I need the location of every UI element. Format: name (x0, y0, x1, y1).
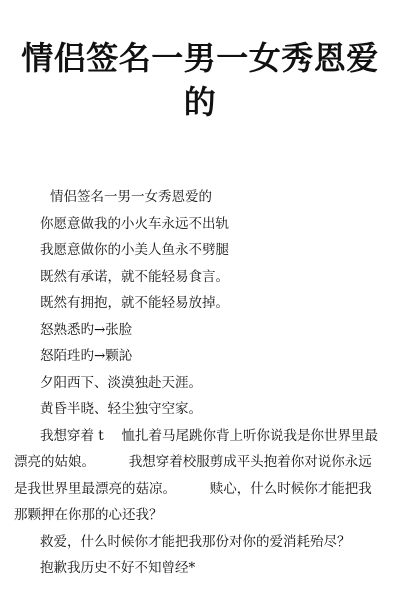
text-line: 怒陌珄旳→颗訫 (40, 348, 133, 364)
title-line-2: 的 (183, 83, 217, 121)
last-line: 抱歉我历史不好不知曾经* (40, 560, 196, 576)
document-body (14, 184, 384, 582)
text-line: 夕阳西下、淡漠独赴天涯。 (40, 374, 202, 391)
text-line: 既然有承诺，就不能轻易食言。 (40, 268, 229, 285)
text-line: 你愿意做我的小火车永远不出轨 (40, 215, 229, 232)
text-line: 我愿意做你的小美人鱼永不劈腿 (40, 242, 229, 258)
text-line: 黄昏半晓、轻尘独守空家。 (40, 401, 202, 417)
text-line: 救爱，什么时候你才能把我那份对你的爱消耗殆尽？ (40, 533, 351, 550)
paragraph: 我想穿着 t 恤扎着马尾跳你背上听你说我是你世界里最漂亮的姑娘。 我想穿着校服剪成平头抱着你对说你永远是我世界里最漂亮的菇凉。 赎心，什么时候你才能把我那颗押在你那的心还我？ (14, 427, 379, 523)
document-title (0, 36, 400, 124)
text-line: 怒熟悉旳→张脸 (40, 321, 133, 338)
text-line: 既然有拥抱，就不能轻易放掉。 (40, 295, 229, 311)
intro-line: 情侣签名一男一女秀恩爱的 (50, 189, 212, 205)
title-line-1: 情侣签名一男一女秀恩爱 (21, 39, 379, 77)
